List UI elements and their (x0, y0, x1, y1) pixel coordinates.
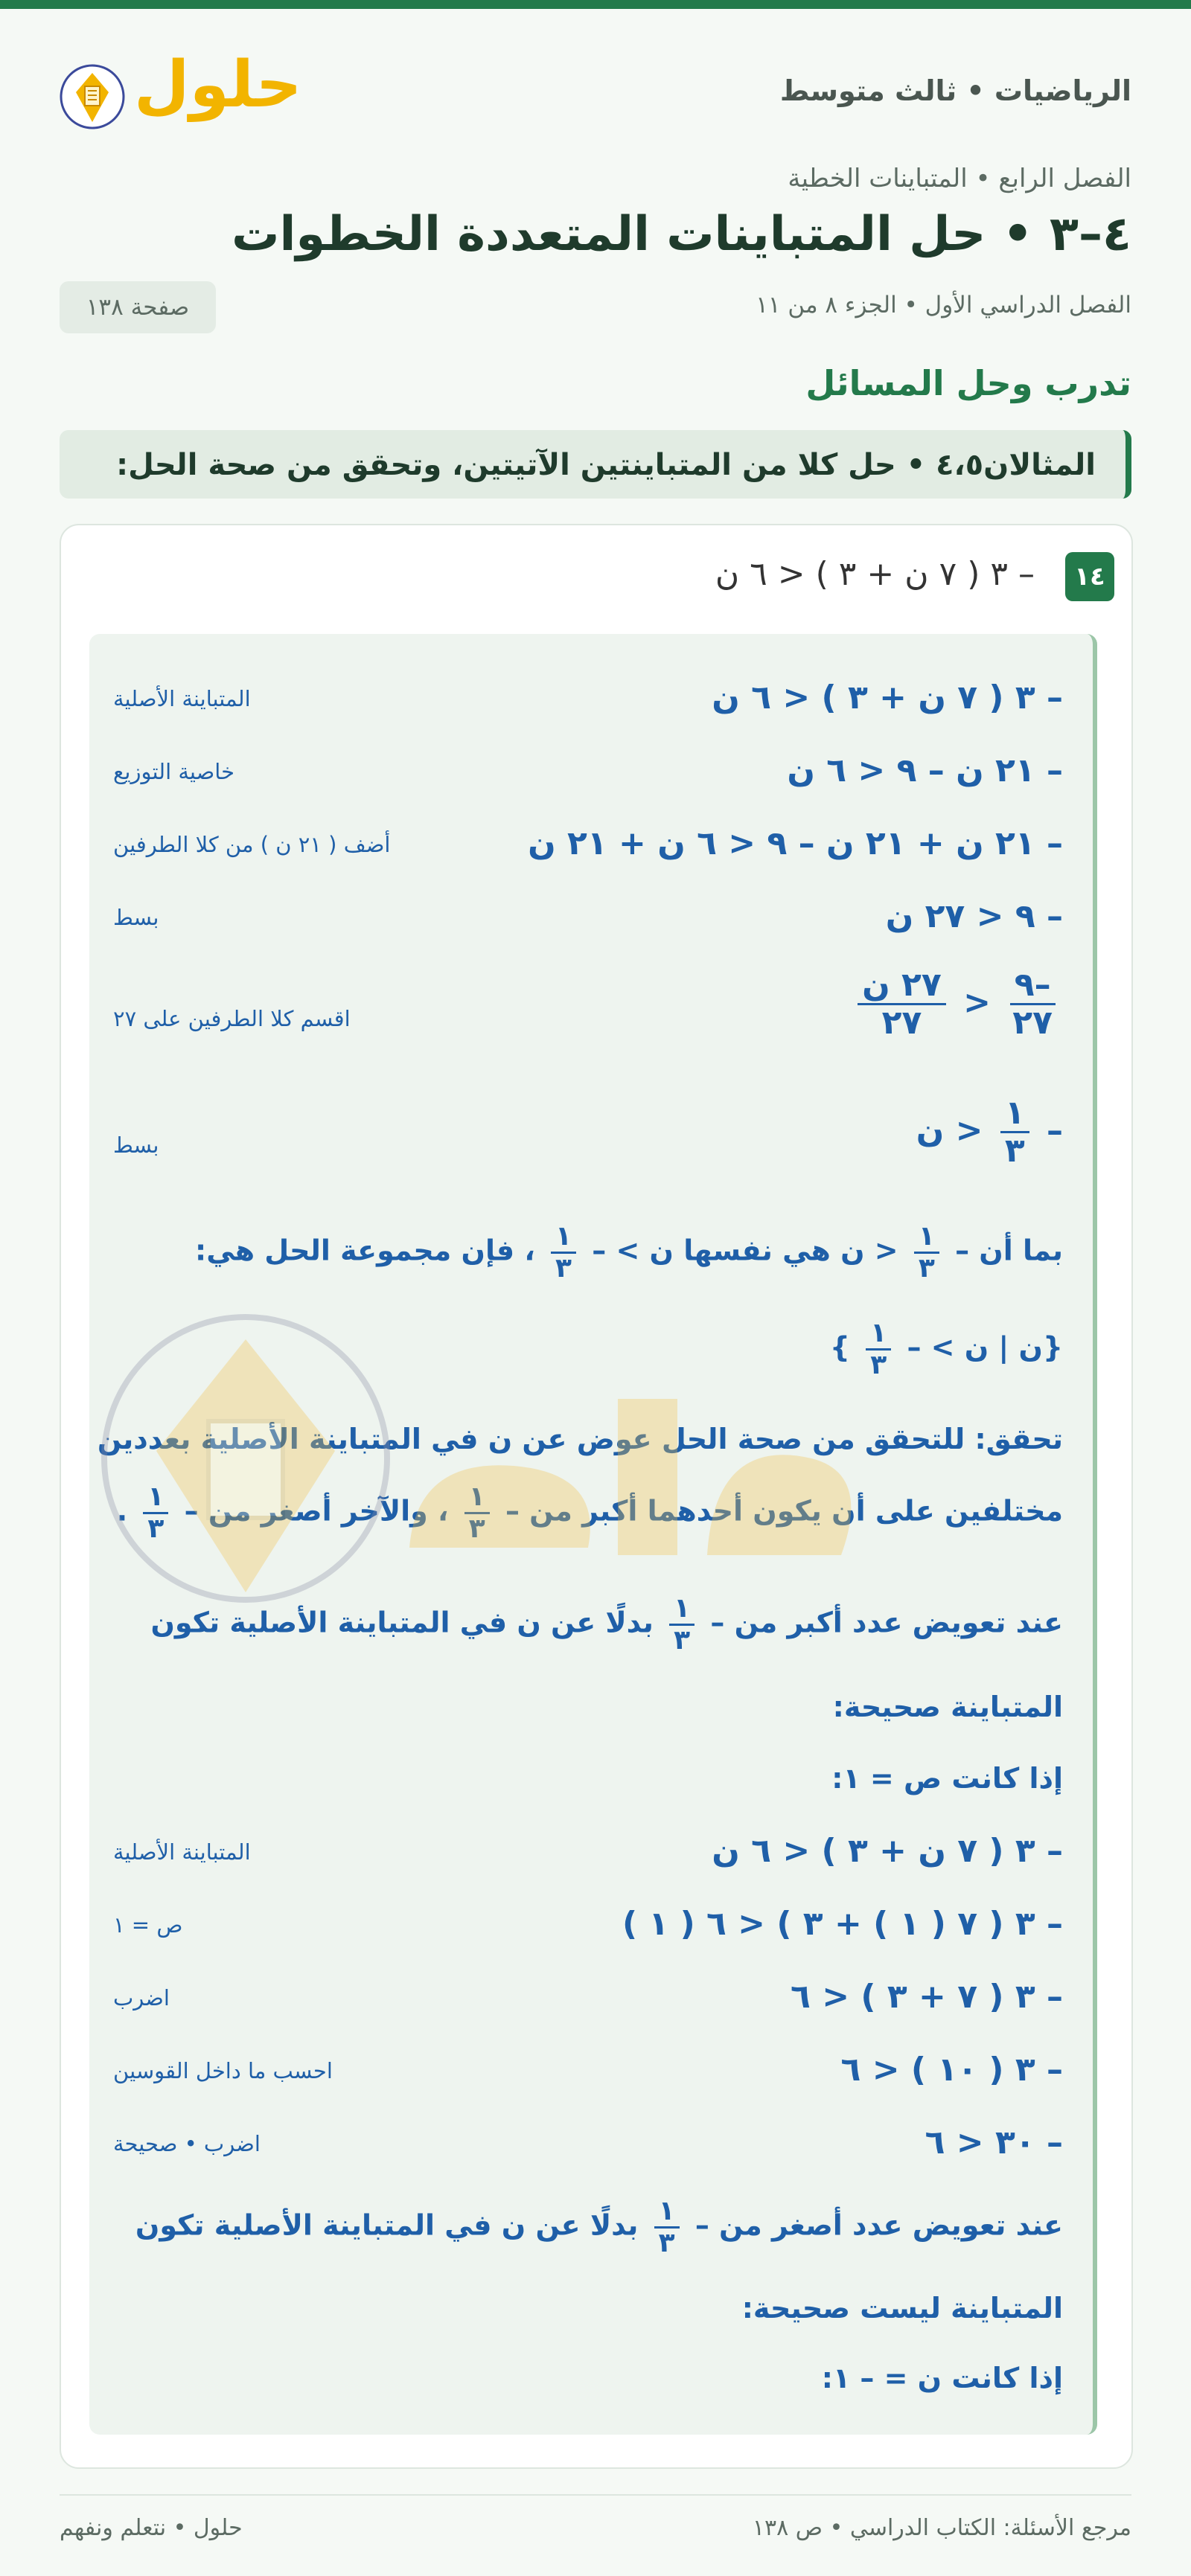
question-card (60, 524, 1133, 2469)
check-step-note: اضرب (113, 1985, 170, 2011)
fraction: $\frac{-٩}{٢٧}$ (1008, 967, 1057, 1042)
fraction: $\frac{١}{٣}$ (1000, 1095, 1029, 1170)
step-note: خاصية التوزيع (113, 759, 235, 784)
section-title: تدرب وحل المسائل (805, 363, 1131, 403)
check-step-expression: – ٣ ( ٧ ن + ٣ ) < ٦ ن (712, 1832, 1063, 1870)
check-text: تحقق: للتحقق من صحة الحل عوض عن ن في المتباينة الأصلية بعددين (97, 1423, 1063, 1455)
step-expression: – ٢١ ن + ٢١ ن – ٩ < ٦ ن + ٢١ ن (528, 824, 1063, 862)
step-expression: – ٣ ( ٧ ن + ٣ ) < ٦ ن (712, 679, 1063, 717)
greater-text: عند تعويض عدد أكبر من – $\frac{١}{٣}$ بدلًا عن ن في المتباينة الأصلية تكون (150, 1593, 1063, 1656)
smaller-text: عند تعويض عدد أصغر من – $\frac{١}{٣}$ بدلًا عن ن في المتباينة الأصلية تكون (135, 2196, 1063, 2258)
step-note: اقسم كلا الطرفين على ٢٧ (113, 1006, 351, 1031)
step-expression: – ٩ < ٢٧ ن (885, 897, 1063, 935)
solution-panel (89, 634, 1097, 2435)
step-note: بسط (113, 1132, 159, 1158)
footer-divider (60, 2494, 1131, 2496)
step-fraction-expression: – $\frac{١}{٣}$ < ن (916, 1094, 1063, 1170)
page-number-badge: صفحة ١٣٨ (60, 281, 216, 333)
substitution-label: إذا كانت ن = – ١: (821, 2362, 1063, 2394)
subject-label: الرياضيات • ثالث متوسط (779, 74, 1131, 107)
page-header (60, 45, 1131, 141)
check-step-note: المتباينة الأصلية (113, 1839, 251, 1865)
question-text: – ٣ ( ٧ ن + ٣ ) < ٦ ن (715, 555, 1035, 593)
check-step-expression: – ٣ ( ١٠ ) < ٦ (840, 2051, 1063, 2089)
fraction: $\frac{\text{٢٧ ن}}{٢٧}$ (858, 967, 946, 1042)
check-text: مختلفين على أن يكون أحدهما أكبر من – $\frac{١}{٣}$ ، والآخر أصغر من – $\frac{١}{٣}$ . (116, 1481, 1063, 1544)
example-banner (60, 430, 1131, 499)
check-step-note: ص = ١ (113, 1912, 183, 1938)
hulul-logo[interactable] (60, 45, 302, 141)
step-fraction-expression (852, 967, 1063, 1042)
check-step-expression: – ٣ ( ٧ ( ١ ) + ٣ ) < ٦ ( ١ ) (622, 1905, 1063, 1943)
step-note: المتباينة الأصلية (113, 686, 251, 711)
greater-text: المتباينة صحيحة: (832, 1691, 1063, 1723)
conclusion-text: بما أن – $\frac{١}{٣}$ < ن هي نفسها ن > – $\frac{١}{٣}$ ، فإن مجموعة الحل هي: (195, 1221, 1063, 1284)
step-expression: – ٢١ ن – ٩ < ٦ ن (787, 752, 1063, 789)
example-text: المثالان٤،٥ • حل كلا من المتباينتين الآتيتين، وتحقق من صحة الحل: (116, 448, 1096, 482)
top-accent-bar (0, 0, 1191, 9)
chapter-label: الفصل الرابع • المتباينات الخطية (788, 164, 1131, 193)
smaller-text: المتباينة ليست صحيحة: (741, 2292, 1063, 2325)
solution-set: {ن | ن > – $\frac{١}{٣}$ } (829, 1318, 1063, 1380)
substitution-label: إذا كانت ص = ١: (831, 1762, 1063, 1795)
question-number-badge: ١٤ (1065, 552, 1114, 601)
footer-brand: حلول • نتعلم ونفهم (60, 2515, 243, 2541)
footer-reference: مرجع الأسئلة: الكتاب الدراسي • ص ١٣٨ (752, 2515, 1131, 2541)
page-title: ٤–٣ • حل المتباينات المتعددة الخطوات (232, 207, 1131, 262)
step-note: أضف ( ٢١ ن ) من كلا الطرفين (113, 832, 391, 857)
check-step-note: اضرب • صحيحة (113, 2131, 261, 2156)
logo-text: حلول (134, 48, 302, 122)
operator: < (963, 983, 991, 1022)
check-step-expression: – ٣ ( ٧ + ٣ ) < ٦ (791, 1978, 1063, 2016)
check-step-note: احسب ما داخل القوسين (113, 2058, 333, 2083)
semester-meta: الفصل الدراسي الأول • الجزء ٨ من ١١ (756, 292, 1131, 318)
check-step-expression: – ٣٠ < ٦ (925, 2124, 1063, 2162)
step-note: بسط (113, 905, 159, 930)
